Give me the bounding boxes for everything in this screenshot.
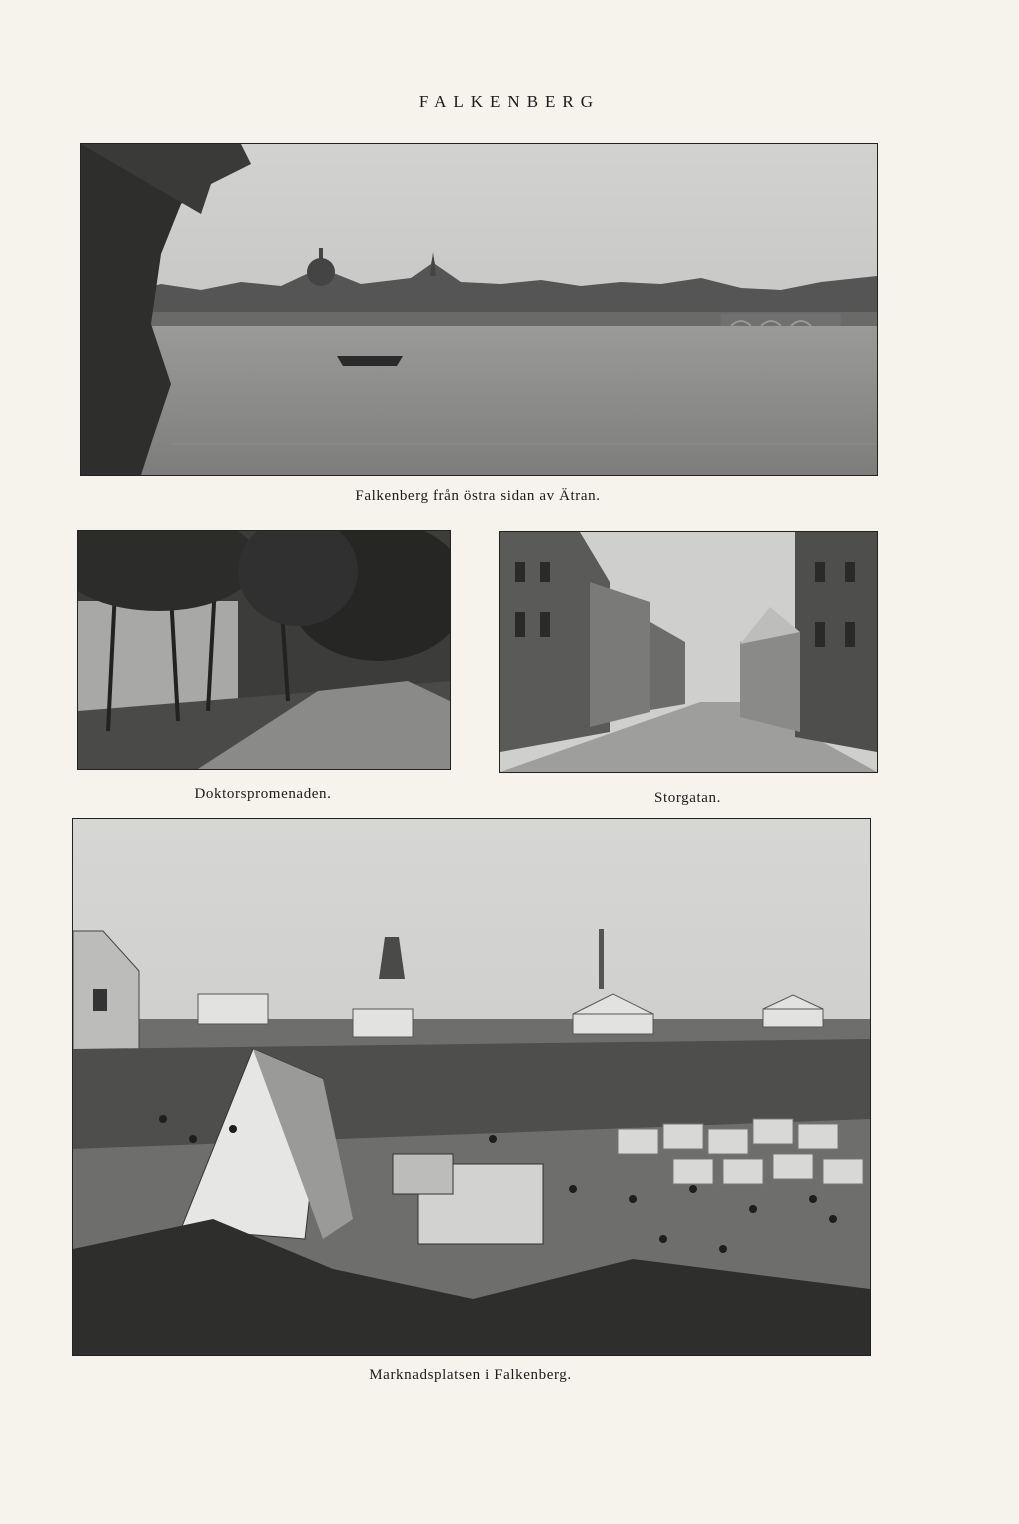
storgatan-image bbox=[500, 532, 877, 772]
page-title: FALKENBERG bbox=[418, 92, 601, 111]
caption-doktorspromenaden: Doktorspromenaden. bbox=[194, 786, 332, 802]
photo-marknadsplatsen bbox=[72, 818, 871, 1356]
doktorspromenaden-image bbox=[78, 531, 450, 769]
caption-storgatan: Storgatan. bbox=[654, 790, 721, 806]
caption-river-view: Falkenberg från östra sidan av Ätran. bbox=[355, 488, 601, 504]
photo-storgatan bbox=[499, 531, 878, 773]
photo-river-view bbox=[80, 143, 878, 476]
river-view-image bbox=[81, 144, 877, 475]
photo-doktorspromenaden bbox=[77, 530, 451, 770]
caption-marknadsplatsen: Marknadsplatsen i Falkenberg. bbox=[369, 1367, 572, 1383]
marknadsplatsen-image bbox=[73, 819, 870, 1355]
